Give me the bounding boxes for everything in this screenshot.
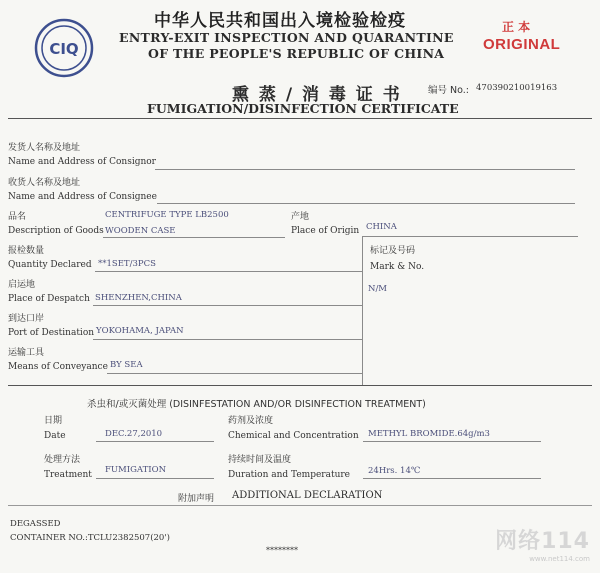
marks-value: N/M: [368, 284, 388, 294]
logo-text: CIQ: [49, 40, 79, 58]
duration-value: 24Hrs. 14℃: [368, 466, 421, 476]
watermark-url: www.net114.com: [529, 555, 590, 563]
cert-title-en: FUMIGATION/DISINFECTION CERTIFICATE: [147, 101, 459, 116]
chem-label-en: Chemical and Concentration: [228, 431, 359, 441]
origin-label-cn: 产地: [291, 212, 310, 222]
additional-heading-en: ADDITIONAL DECLARATION: [232, 490, 383, 501]
duration-label-en: Duration and Temperature: [228, 470, 350, 480]
additional-line-2: CONTAINER NO.:TCLU2382507(20'): [10, 533, 170, 543]
conveyance-label-en: Means of Conveyance: [8, 362, 108, 372]
treatment-heading: 杀虫和/或灭菌处理 (DISINFESTATION AND/OR DISINFECTION TREATMENT): [87, 399, 426, 410]
additional-line-1: DEGASSED: [10, 519, 61, 529]
treat-label-en: Treatment: [44, 470, 92, 480]
despatch-label-cn: 启运地: [8, 280, 36, 290]
treat-label-cn: 处理方法: [44, 455, 81, 465]
consignee-label-en: Name and Address of Consignee: [8, 192, 157, 202]
cert-title-cn: 熏 蒸 / 消 毒 证 书: [232, 85, 402, 105]
conveyance-value: BY SEA: [110, 360, 143, 370]
destination-value: YOKOHAMA, JAPAN: [96, 326, 184, 336]
goods-value-1: CENTRIFUGE TYPE LB2500: [105, 210, 229, 220]
despatch-label-en: Place of Despatch: [8, 294, 90, 304]
destination-label-cn: 到达口岸: [8, 314, 45, 324]
goods-label-en: Description of Goods: [8, 226, 104, 236]
original-cn: 正 本: [502, 20, 531, 34]
destination-label-en: Port of Destination: [8, 328, 95, 338]
cert-no: 470390210019163: [476, 83, 558, 93]
watermark: [495, 524, 590, 563]
title-cn: 中华人民共和国出入境检验检疫: [154, 11, 406, 31]
origin-label-en: Place of Origin: [291, 226, 360, 236]
quantity-label-en: Quantity Declared: [8, 260, 92, 270]
date-label-en: Date: [44, 431, 66, 441]
despatch-value: SHENZHEN,CHINA: [95, 293, 182, 303]
quantity-label-cn: 报检数量: [8, 246, 45, 256]
treat-value: FUMIGATION: [105, 465, 167, 475]
marks-label-en: Mark & No.: [370, 262, 425, 272]
goods-label-cn: 品名: [8, 212, 27, 222]
consignor-label-en: Name and Address of Consignor: [8, 157, 156, 167]
additional-heading-cn: 附加声明: [178, 494, 215, 504]
date-label-cn: 日期: [44, 416, 63, 426]
quantity-value: **1SET/3PCS: [98, 259, 156, 269]
watermark-text: 网络114: [495, 529, 590, 554]
goods-value-2: WOODEN CASE: [105, 226, 176, 236]
conveyance-label-cn: 运输工具: [8, 348, 45, 358]
chem-value: METHYL BROMIDE.64g/m3: [368, 429, 490, 439]
duration-label-cn: 持续时间及温度: [228, 455, 292, 465]
end-mark: ********: [266, 546, 298, 555]
date-value: DEC.27,2010: [105, 429, 163, 439]
title-en-1: ENTRY-EXIT INSPECTION AND QUARANTINE: [119, 30, 454, 45]
title-en-2: OF THE PEOPLE'S REPUBLIC OF CHINA: [148, 46, 445, 61]
ciq-logo: [34, 18, 94, 78]
original-en: ORIGINAL: [483, 36, 561, 53]
marks-label-cn: 标记及号码: [370, 246, 416, 256]
chem-label-cn: 药剂及浓度: [228, 416, 274, 426]
origin-value: CHINA: [366, 222, 397, 232]
cert-no-label: 编号 No.:: [428, 85, 469, 96]
consignor-label-cn: 发货人名称及地址: [8, 143, 81, 153]
consignee-label-cn: 收货人名称及地址: [8, 178, 81, 188]
